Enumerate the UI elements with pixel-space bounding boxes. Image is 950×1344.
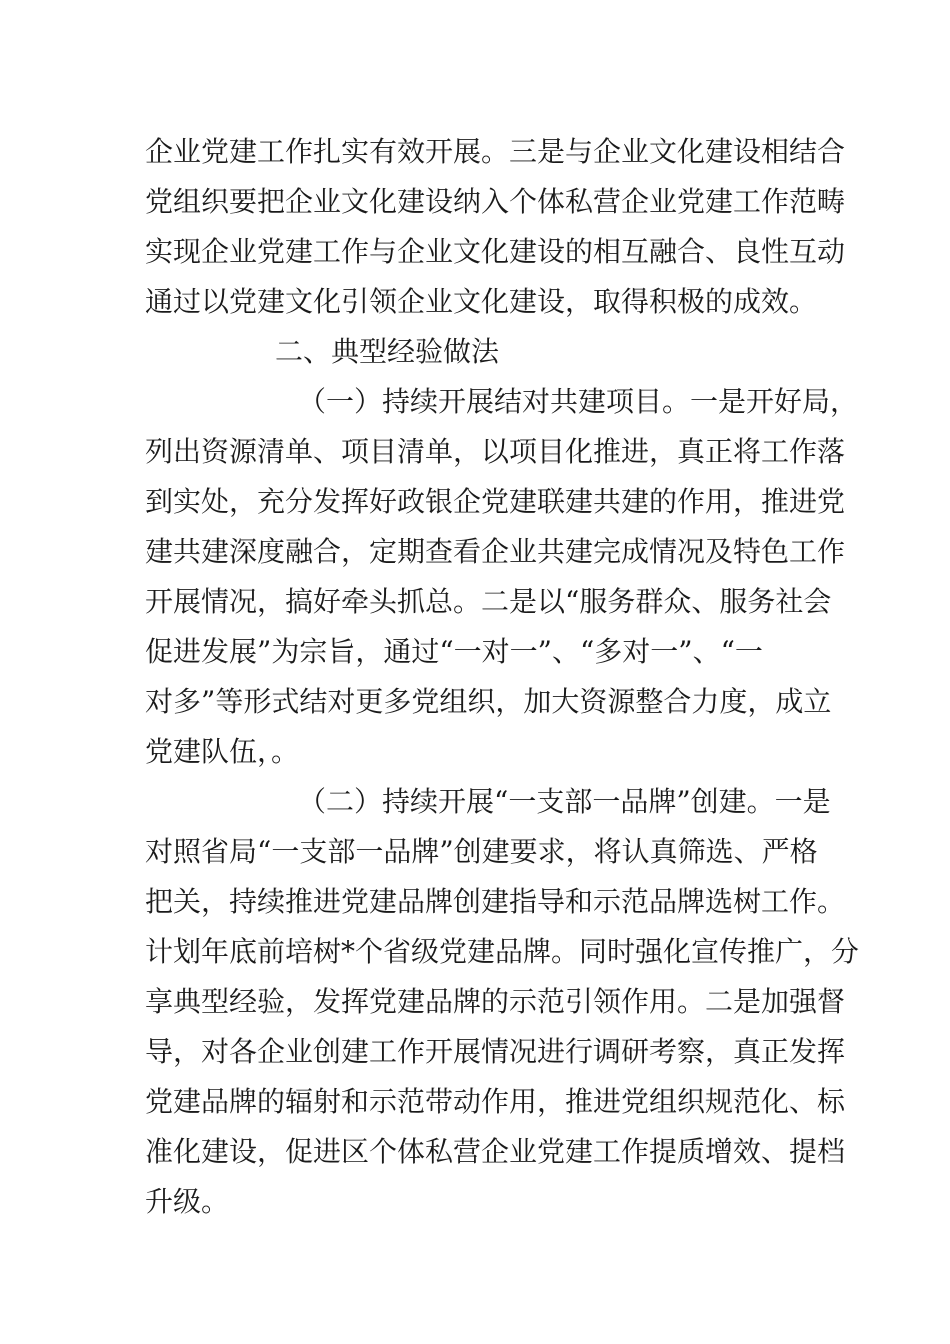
text-line: 建共建深度融合，定期查看企业共建完成情况及特色工作 [145, 535, 846, 568]
text-line: 党组织要把企业文化建设纳入个体私营企业党建工作范畴 [145, 185, 846, 218]
subsection-heading-line: （一）持续开展结对共建项目。一是开好局， [298, 385, 859, 418]
text-line: 列出资源清单、项目清单，以项目化推进，真正将工作落 [145, 435, 846, 468]
text-line: 企业党建工作扎实有效开展。三是与企业文化建设相结合 [145, 135, 846, 168]
text-line: 促进发展”为宗旨，通过“一对一”、“多对一”、“一 [145, 635, 763, 668]
text-line: 对多”等形式结对更多党组织，加大资源整合力度，成立 [145, 685, 832, 718]
text-line: 升级。 [145, 1185, 230, 1218]
text-line: 导，对各企业创建工作开展情况进行调研考察，真正发挥 [145, 1035, 846, 1068]
text-line: 计划年底前培树*个省级党建品牌。同时强化宣传推广，分 [145, 935, 860, 968]
text-line: 到实处，充分发挥好政银企党建联建共建的作用，推进党 [145, 485, 846, 518]
section-heading: 二、典型经验做法 [275, 335, 500, 368]
text-line: 准化建设，促进区个体私营企业党建工作提质增效、提档 [145, 1135, 846, 1168]
text-line: 对照省局“一支部一品牌”创建要求，将认真筛选、严格 [145, 835, 818, 868]
text-line: 党建品牌的辐射和示范带动作用，推进党组织规范化、标 [145, 1085, 846, 1118]
subsection-heading-line: （二）持续开展“一支部一品牌”创建。一是 [298, 785, 831, 818]
text-line: 实现企业党建工作与企业文化建设的相互融合、良性互动 [145, 235, 846, 268]
text-line: 享典型经验，发挥党建品牌的示范引领作用。二是加强督 [145, 985, 846, 1018]
text-line: 开展情况，搞好牵头抓总。二是以“服务群众、服务社会 [145, 585, 832, 618]
text-line: 把关，持续推进党建品牌创建指导和示范品牌选树工作。 [145, 885, 846, 918]
text-line: 通过以党建文化引领企业文化建设，取得积极的成效。 [145, 285, 818, 318]
text-line: 党建队伍，。 [145, 735, 300, 768]
